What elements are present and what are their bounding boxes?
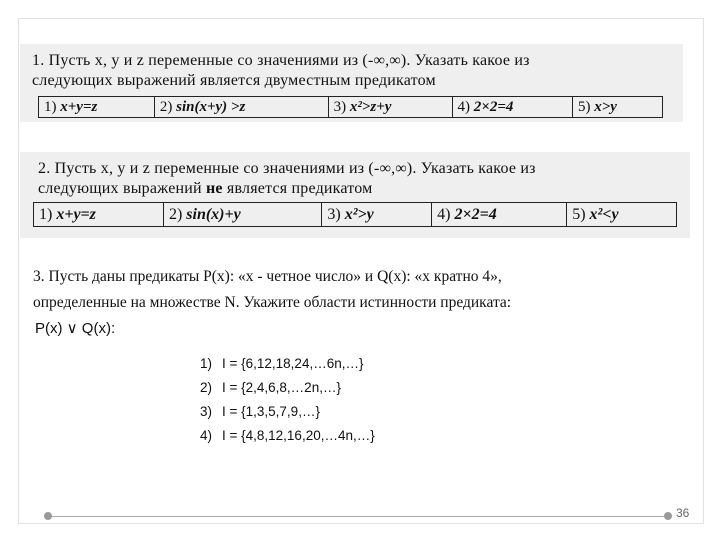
question-3-text [33,264,683,342]
answer-item[interactable]: 4) I = {4,8,12,16,20,…4n,…} [200,428,375,443]
question-3-predicate: P(x) ∨ Q(x): [35,320,116,337]
option-cell[interactable]: 4) 2×2=4 [432,203,567,227]
answer-item[interactable]: 2) I = {2,4,6,8,…2n,…} [200,380,341,395]
question-1-line-1: 1. Пусть x, y и z переменные со значениями из (-∞,∞). Указать какое из [32,52,530,69]
question-1-options-table [38,96,663,118]
option-cell[interactable]: 5) x>y [572,97,662,118]
question-1-line-2: следующих выражений является двуместным предикатом [32,72,436,89]
answer-item[interactable]: 1) I = {6,12,18,24,…6n,…} [200,356,364,371]
footer-left-dot [44,512,52,520]
question-2-line-1: 2. Пусть x, y и z переменные со значениями из (-∞,∞). Указать какое из [38,160,536,177]
question-2-options-table [33,202,677,227]
question-2-line-2: следующих выражений не является предикатом [38,180,373,197]
question-2-block [20,152,690,238]
emphasis-not: не [206,180,223,197]
page-number: 36 [676,506,690,520]
footer-right-dot [664,512,672,520]
footer-divider [48,516,668,517]
question-3-answers-list [200,352,375,448]
option-cell[interactable]: 5) x²<y [567,203,677,227]
answer-item[interactable]: 3) I = {1,3,5,7,9,…} [200,404,320,419]
question-1-block [20,44,683,122]
option-cell[interactable]: 3) x²>y [322,203,432,227]
option-cell[interactable]: 3) x²>z+y [328,97,452,118]
option-cell[interactable]: 1) x+y=z [39,97,155,118]
option-cell[interactable]: 4) 2×2=4 [452,97,572,118]
question-3-line-2: определенные на множестве N. Укажите области истинности предиката: [33,294,512,311]
question-2-text [38,159,688,199]
option-cell[interactable]: 2) sin(x)+y [163,203,321,227]
question-3-line-1: 3. Пусть даны предикаты P(x): «x - четное число» и Q(x): «x кратно 4», [33,268,502,285]
option-cell[interactable]: 2) sin(x+y) >z [154,97,328,118]
option-cell[interactable]: 1) x+y=z [34,203,164,227]
question-1-text [32,51,682,91]
